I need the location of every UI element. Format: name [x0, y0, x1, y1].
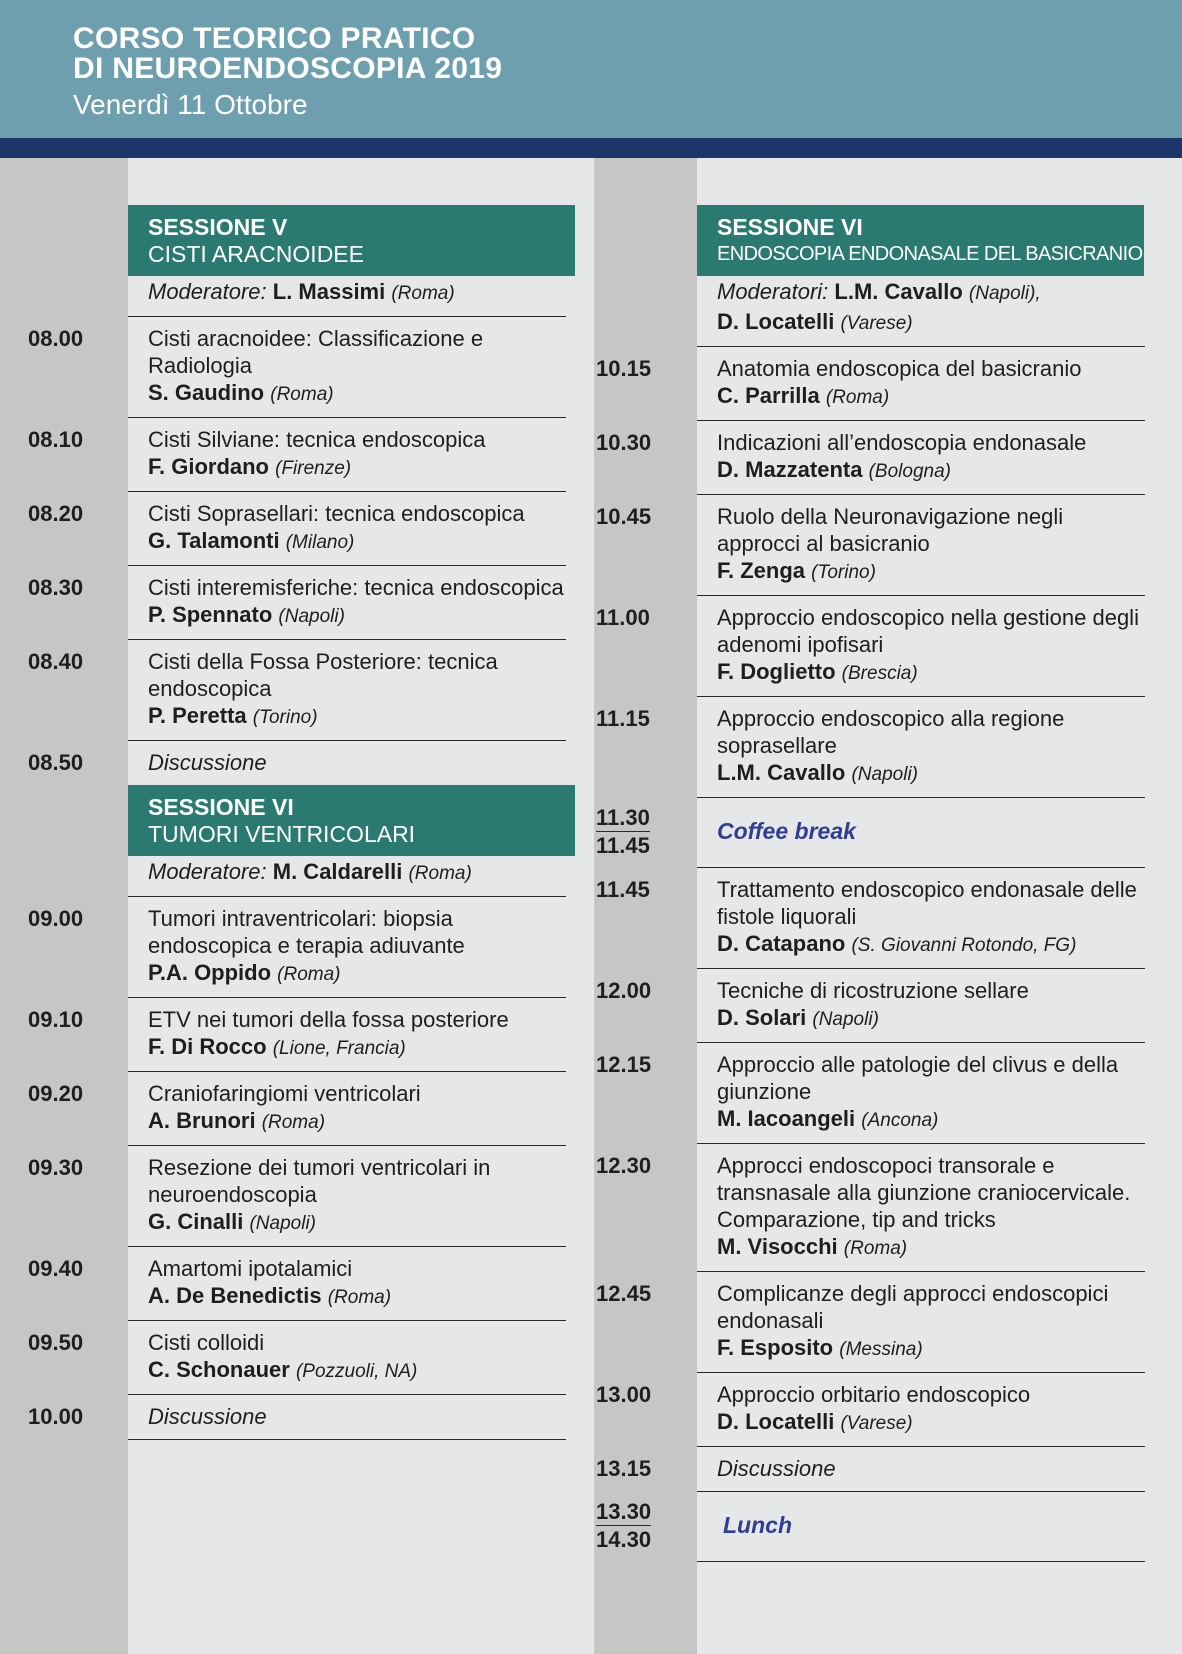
talk-row — [28, 640, 566, 741]
talk-time: 09.10 — [28, 1007, 84, 1032]
speaker-city: (Roma) — [261, 1112, 326, 1133]
speaker-city: (Roma) — [327, 1287, 392, 1308]
talk-row — [596, 868, 1145, 969]
talk-time: 13.00 — [596, 1382, 652, 1407]
talk-row — [596, 596, 1145, 697]
moderator-name: L.M. Cavallo — [834, 279, 963, 304]
talk-title: Tecniche di ricostruzione sellare — [717, 978, 1029, 1003]
session-header — [128, 785, 575, 856]
discussion-row — [28, 1395, 566, 1440]
speaker-name: F. Doglietto — [717, 659, 836, 684]
talk-row — [596, 697, 1145, 798]
speaker-name: G. Cinalli — [148, 1209, 244, 1234]
talk-title: Approccio alle patologie del clivus e della giunzione — [717, 1052, 1119, 1104]
session-title: CISTI ARACNOIDEE — [148, 241, 364, 267]
speaker-city: (Roma) — [825, 387, 890, 408]
moderator-label: Moderatore: — [148, 859, 267, 884]
speaker-city: (Napoli) — [249, 1213, 317, 1234]
moderator-row — [128, 276, 566, 317]
moderator-city: (Roma) — [408, 863, 472, 884]
talk-time: 12.45 — [596, 1281, 652, 1306]
speaker-name: M. Iacoangeli — [717, 1106, 856, 1131]
talk-title: Cisti colloidi — [148, 1330, 265, 1355]
talk-time: 08.40 — [28, 649, 84, 674]
talk-time: 10.00 — [28, 1404, 84, 1429]
break-end-time: 14.30 — [596, 1527, 652, 1552]
speaker-city: (Napoli) — [812, 1009, 879, 1030]
discussion-row — [28, 741, 566, 785]
speaker-city: (Firenze) — [275, 458, 352, 479]
session-header — [128, 205, 575, 276]
session-number: SESSIONE VI — [148, 794, 294, 820]
talk-title: Cisti Soprasellari: tecnica endoscopica — [148, 501, 525, 526]
moderator-label: Moderatore: — [148, 279, 267, 304]
speaker-city: (Ancona) — [861, 1110, 939, 1131]
header-divider-bar — [0, 138, 1182, 158]
talk-time: 11.45 — [596, 877, 650, 902]
talk-time: 12.30 — [596, 1153, 652, 1178]
talk-time: 09.50 — [28, 1330, 84, 1355]
talk-time: 10.45 — [596, 504, 652, 529]
coffee-break-row — [596, 798, 1145, 868]
moderator-name: M. Caldarelli — [272, 859, 403, 884]
speaker-city: (Torino) — [252, 707, 318, 728]
talk-time: 09.00 — [28, 906, 84, 931]
speaker-name: P. Spennato — [148, 602, 273, 627]
coffee-break-label: Coffee break — [717, 818, 856, 844]
talk-time: 08.30 — [28, 575, 84, 600]
right-time-band — [594, 158, 697, 1654]
speaker-name: P. Peretta — [148, 703, 247, 728]
left-column — [28, 205, 575, 1440]
moderator-row — [697, 276, 1145, 347]
talk-row — [28, 1072, 566, 1146]
talk-time: 09.40 — [28, 1256, 84, 1281]
discussion-label: Discussione — [148, 750, 267, 775]
talk-title: Cisti aracnoidee: Classificazione e Radiologia — [148, 326, 484, 378]
speaker-city: (Torino) — [811, 562, 876, 583]
speaker-name: A. De Benedictis — [148, 1283, 322, 1308]
session-number: SESSIONE V — [148, 214, 288, 240]
talk-title: Resezione dei tumori ventricolari in neuroendoscopia — [148, 1155, 491, 1207]
talk-row — [596, 1144, 1145, 1272]
talk-title: Anatomia endoscopica del basicranio — [717, 356, 1082, 381]
session-title: TUMORI VENTRICOLARI — [148, 821, 416, 847]
break-time-range — [596, 804, 650, 859]
talk-title: Craniofaringiomi ventricolari — [148, 1081, 421, 1106]
talk-time: 10.15 — [596, 356, 652, 381]
moderator-name: D. Locatelli — [717, 309, 835, 334]
speaker-name: D. Solari — [717, 1005, 807, 1030]
moderator-row — [128, 856, 566, 897]
talk-row — [28, 1146, 566, 1247]
speaker-name: D. Mazzatenta — [717, 457, 863, 482]
page-header — [0, 0, 1182, 138]
speaker-name: S. Gaudino — [148, 380, 265, 405]
speaker-name: C. Schonauer — [148, 1357, 290, 1382]
moderator-label: Moderatori: — [717, 279, 829, 304]
speaker-name: D. Locatelli — [717, 1409, 835, 1434]
discussion-row — [596, 1447, 1145, 1492]
moderator-city: (Varese) — [840, 313, 913, 334]
talk-row — [28, 998, 566, 1072]
speaker-city: (S. Giovanni Rotondo, FG) — [851, 935, 1077, 956]
talk-row — [596, 421, 1145, 495]
talk-title: Ruolo della Neuronavigazione negli approcci al basicranio — [717, 504, 1064, 556]
talk-time: 08.50 — [28, 750, 84, 775]
talk-title: Cisti Silviane: tecnica endoscopica — [148, 427, 486, 452]
talk-time: 08.20 — [28, 501, 84, 526]
speaker-city: (Bologna) — [868, 461, 951, 482]
talk-time: 13.15 — [596, 1456, 652, 1481]
speaker-city: (Roma) — [843, 1238, 908, 1259]
moderator-city: (Napoli), — [968, 283, 1041, 304]
speaker-city: (Milano) — [285, 532, 355, 553]
speaker-city: (Varese) — [840, 1413, 913, 1434]
moderator-city: (Roma) — [391, 283, 455, 304]
talk-time: 08.00 — [28, 326, 84, 351]
talk-title: Approccio orbitario endoscopico — [717, 1382, 1031, 1407]
speaker-city: (Roma) — [277, 964, 341, 985]
break-start-time: 11.30 — [596, 805, 650, 830]
talk-title: Tumori intraventricolari: biopsia endoscopica e terapia adiuvante — [148, 906, 465, 958]
speaker-name: F. Giordano — [148, 454, 269, 479]
talk-row — [596, 347, 1145, 421]
break-end-time: 11.45 — [596, 833, 650, 858]
talk-row — [596, 1373, 1145, 1447]
talk-row — [28, 566, 566, 640]
talk-row — [596, 969, 1145, 1043]
talk-title: Approccio endoscopico nella gestione degli adenomi ipofisari — [717, 605, 1139, 657]
discussion-label: Discussione — [148, 1404, 267, 1429]
speaker-name: L.M. Cavallo — [717, 760, 846, 785]
talk-row — [596, 1272, 1145, 1373]
talk-title: Complicanze degli approcci endoscopici endonasali — [717, 1281, 1109, 1333]
talk-title: Cisti della Fossa Posteriore: tecnica endoscopica — [148, 649, 498, 701]
talk-row — [28, 492, 566, 566]
break-start-time: 13.30 — [596, 1499, 652, 1524]
session-title: ENDOSCOPIA ENDONASALE DEL BASICRANIO — [717, 243, 1143, 265]
course-title: CORSO TEORICO PRATICO DI NEUROENDOSCOPIA 2019 — [73, 22, 503, 85]
moderator-name: L. Massimi — [272, 279, 386, 304]
talk-row — [28, 897, 566, 998]
talk-time: 11.00 — [596, 605, 650, 630]
talk-title: Cisti interemisferiche: tecnica endoscopica — [148, 575, 564, 600]
talk-row — [28, 1247, 566, 1321]
talk-time: 09.20 — [28, 1081, 84, 1106]
speaker-name: D. Catapano — [717, 931, 846, 956]
talk-title: Indicazioni all’endoscopia endonasale — [717, 430, 1087, 455]
talk-row — [28, 1321, 566, 1395]
speaker-name: A. Brunori — [148, 1108, 256, 1133]
speaker-name: M. Visocchi — [717, 1234, 838, 1259]
speaker-name: F. Di Rocco — [148, 1034, 267, 1059]
talk-row — [596, 1043, 1145, 1144]
talk-title: Amartomi ipotalamici — [148, 1256, 353, 1281]
session-number: SESSIONE VI — [717, 214, 863, 240]
talk-time: 11.15 — [596, 706, 650, 731]
lunch-row — [596, 1492, 1145, 1562]
lunch-label: Lunch — [723, 1512, 792, 1538]
right-column — [596, 205, 1144, 1562]
speaker-name: P.A. Oppido — [148, 960, 272, 985]
speaker-name: G. Talamonti — [148, 528, 280, 553]
speaker-city: (Napoli) — [278, 606, 345, 627]
talk-time: 08.10 — [28, 427, 84, 452]
course-date: Venerdì 11 Ottobre — [73, 89, 308, 120]
talk-time: 12.00 — [596, 978, 652, 1003]
speaker-city: (Messina) — [839, 1339, 923, 1360]
talk-time: 09.30 — [28, 1155, 84, 1180]
talk-title: Trattamento endoscopico endonasale delle fistole liquorali — [717, 877, 1137, 929]
speaker-city: (Brescia) — [841, 663, 918, 684]
talk-row — [28, 317, 566, 418]
speaker-city: (Lione, Francia) — [272, 1038, 406, 1059]
speaker-name: F. Zenga — [717, 558, 806, 583]
speaker-city: (Roma) — [270, 384, 334, 405]
talk-title: Approccio endoscopico alla regione soprasellare — [717, 706, 1065, 758]
break-time-range — [596, 1498, 651, 1553]
talk-row — [596, 495, 1145, 596]
speaker-city: (Pozzuoli, NA) — [295, 1361, 418, 1382]
speaker-name: C. Parrilla — [717, 383, 820, 408]
talk-title: Approcci endoscopoci transorale e transnasale alla giunzione craniocervicale. Comparazione, tip and tricks — [717, 1153, 1131, 1232]
talk-time: 10.30 — [596, 430, 652, 455]
talk-time: 12.15 — [596, 1052, 652, 1077]
speaker-city: (Napoli) — [851, 764, 919, 785]
discussion-label: Discussione — [717, 1456, 836, 1481]
talk-title: ETV nei tumori della fossa posteriore — [148, 1007, 509, 1032]
talk-row — [28, 418, 566, 492]
session-header — [697, 205, 1144, 276]
speaker-name: F. Esposito — [717, 1335, 834, 1360]
